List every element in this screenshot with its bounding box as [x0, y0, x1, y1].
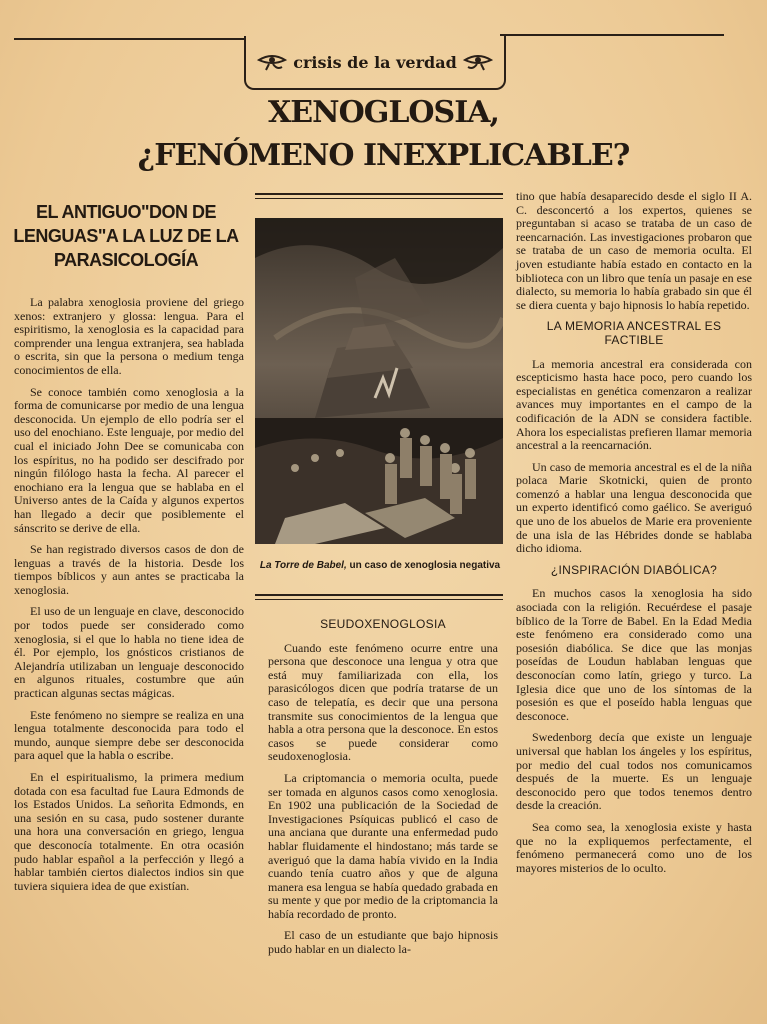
- tower-of-babel-illustration: [255, 218, 503, 544]
- paragraph: Un caso de memoria ancestral es el de la niña polaca Marie Skotnicki, quien de pronto comenzó a hablar una lengua desconocida que un experto identificó como gaélico. Se averiguó que uno de los abuelos de Marie era proveniente de una isla de las Hébrides donde se hablaba dicho idioma.: [516, 459, 752, 556]
- paragraph: En muchos casos la xenoglosia ha sido asociada con la religión. Recuérdese el pasaje bíblico de la Torre de Babel. En la Edad Media este fenómeno era considerado como una posesión diabólica. Se dice que las monjas poseídas de Loudun hablaban lenguas que desconocían como latín, griego y turco. La Iglesia dice que uno de los síntomas de la posesión es que el poseído habla lenguas que desconoce.: [516, 586, 752, 723]
- header-rule-left: [14, 38, 246, 40]
- paragraph: El caso de un estudiante que bajo hipnosis pudo hablar en un dialecto la-: [268, 928, 498, 957]
- paragraph: Sea como sea, la xenoglosia existe y hasta que no la expliquemos perfectamente, el fenómeno permanecerá como uno de los mayores misterios de lo oculto.: [516, 819, 752, 875]
- illustration-caption: [255, 560, 505, 571]
- paragraph: tino que había desaparecido desde el siglo II A. C. desconcertó a los expertos, quienes se preguntaban si acaso se trataba de un caso de reencarnación. Las investigaciones probaron que se trataba de un caso de memoria oculta. El joven estudiante había estado en contacto en la biblioteca con un libro que tenía un pasaje en ese dialecto, su memoria lo había grabado sin que él se diera cuenta y bajo hipnosis lo había repetido.: [516, 189, 752, 312]
- section-label: crisis de la verdad: [293, 52, 457, 72]
- paragraph: En el espiritualismo, la primera medium dotada con esa facultad fue Laura Edmonds de los Estados Unidos. La señorita Edmonds, en una sesión en su casa, pudo sostener durante una hora una conversación en griego, lengua que desconocía totalmente. En otra ocasión pudo hablar español a la perfección y llegó a hablar también ciertos dialectos indios sin que tuviera siquiera idea de que existían.: [14, 770, 244, 893]
- paragraph: Cuando este fenómeno ocurre entre una persona que desconoce una lengua y otra que está muy familiarizada con ella, los parasicólogos dicen que podría tratarse de un caso de telepatía, es decir que una persona transmite sus conocimientos de la lengua que habla a otra persona que la desconoce. En estos casos se puede considerar como seudoxenoglosia.: [268, 640, 498, 764]
- eye-of-horus-icon: [257, 53, 287, 71]
- right-column: [516, 190, 752, 883]
- right-subhead-2: ¿INSPIRACIÓN DIABÓLICA?: [550, 562, 718, 577]
- middle-subhead: SEUDOXENOGLOSIA: [320, 617, 446, 631]
- section-banner: [244, 36, 506, 90]
- middle-mid-rule-2: [255, 599, 503, 600]
- right-subhead-1: LA MEMORIA ANCESTRAL ES FACTIBLE: [546, 319, 722, 347]
- paragraph: Se conoce también como xenoglosia a la forma de comunicarse por medio de una lengua desconocida. Un ejemplo de ello podría ser el uso del enochiano. Este lenguaje, por medio del cual el iniciado John Dee se comunicaba con los espíritus, no ha podido ser descifrado por ningún filólogo hasta la fecha. Al parecer el enochiano era la lengua que se hablaba en el Universo antes de la Caída y algunos expertos han llegado a decir que posiblemente el sánscrito se derive de ella.: [14, 384, 244, 535]
- left-subhead: EL ANTIGUO"DON DE LENGUAS"A LA LUZ DE LA PARASICOLOGÍA: [13, 202, 239, 270]
- middle-top-rule: [255, 193, 503, 195]
- tower-of-babel-engraving: [255, 218, 503, 544]
- header-rule-right: [500, 34, 724, 36]
- headline-line-1: XENOGLOSIA,: [268, 95, 499, 130]
- paragraph: Este fenómeno no siempre se realiza en una lengua totalmente desconocida para todo el mundo, aunque siempre debe ser desconocida para aquel que la habla o escribe.: [14, 707, 244, 763]
- paragraph: Swedenborg decía que existe un lenguaje universal que hablan los ángeles y los espíritus, por medio del cual todos nos comunicamos después de la muerte. Es un lenguaje desconocido pero que todos tenemos dentro desde la creación.: [516, 730, 752, 813]
- middle-top-rule-2: [255, 198, 503, 199]
- paragraph: El uso de un lenguaje en clave, desconocido por todos puede ser considerado como xenoglosia, si el que lo habla no tiene idea de él. Por ejemplo, los gnósticos cristianos de Alejandría utilizaban un lenguaje desconocido en algunos rituales, costumbre que aún practican algunas sectas mágicas.: [14, 604, 244, 701]
- caption-title: La Torre de Babel,: [259, 560, 347, 571]
- paragraph: La memoria ancestral era considerada con escepticismo hasta hace poco, pero cuando los especialistas en genética comenzaron a realizar avances muy importantes en el campo de la codificación de la ADN se considera factible. Ahora los especialistas prefieren llamar memoria ancestral a la reencarnación.: [516, 356, 752, 453]
- middle-mid-rule: [255, 594, 503, 596]
- paragraph: La palabra xenoglosia proviene del griego xenos: extranjero y glossa: lengua. Para el espiritismo, la xenoglosia es la capacidad para comprender una lengua extranjera, sea hablada o escrita, sin que la persona o medium tenga conocimientos de ella.: [14, 295, 244, 377]
- paragraph: La criptomancia o memoria oculta, puede ser tomada en algunos casos como xenoglosia. En 1902 una publicación de la Sociedad de Investigaciones Psíquicas publicó el caso de una anciana que durante una enfermedad pudo hablar fluidamente el hindostano; más tarde se averiguó que la dama había vivido en la India cuando tenía cuatro años y que de alguna manera esa lengua se había quedado grabada en su mente y que por medio de la criptomancia la había recordado de pronto.: [268, 770, 498, 921]
- middle-column: [268, 612, 498, 965]
- headline-line-2: ¿FENÓMENO INEXPLICABLE?: [137, 138, 630, 173]
- left-column: [14, 296, 244, 901]
- paragraph: Se han registrado diversos casos de don de lenguas a través de la historia. Desde los tiempos bíblicos y aun antes se practicaba la xenoglosia.: [14, 542, 244, 597]
- eye-of-horus-icon: [463, 53, 493, 71]
- caption-text: un caso de xenoglosia negativa: [346, 560, 501, 571]
